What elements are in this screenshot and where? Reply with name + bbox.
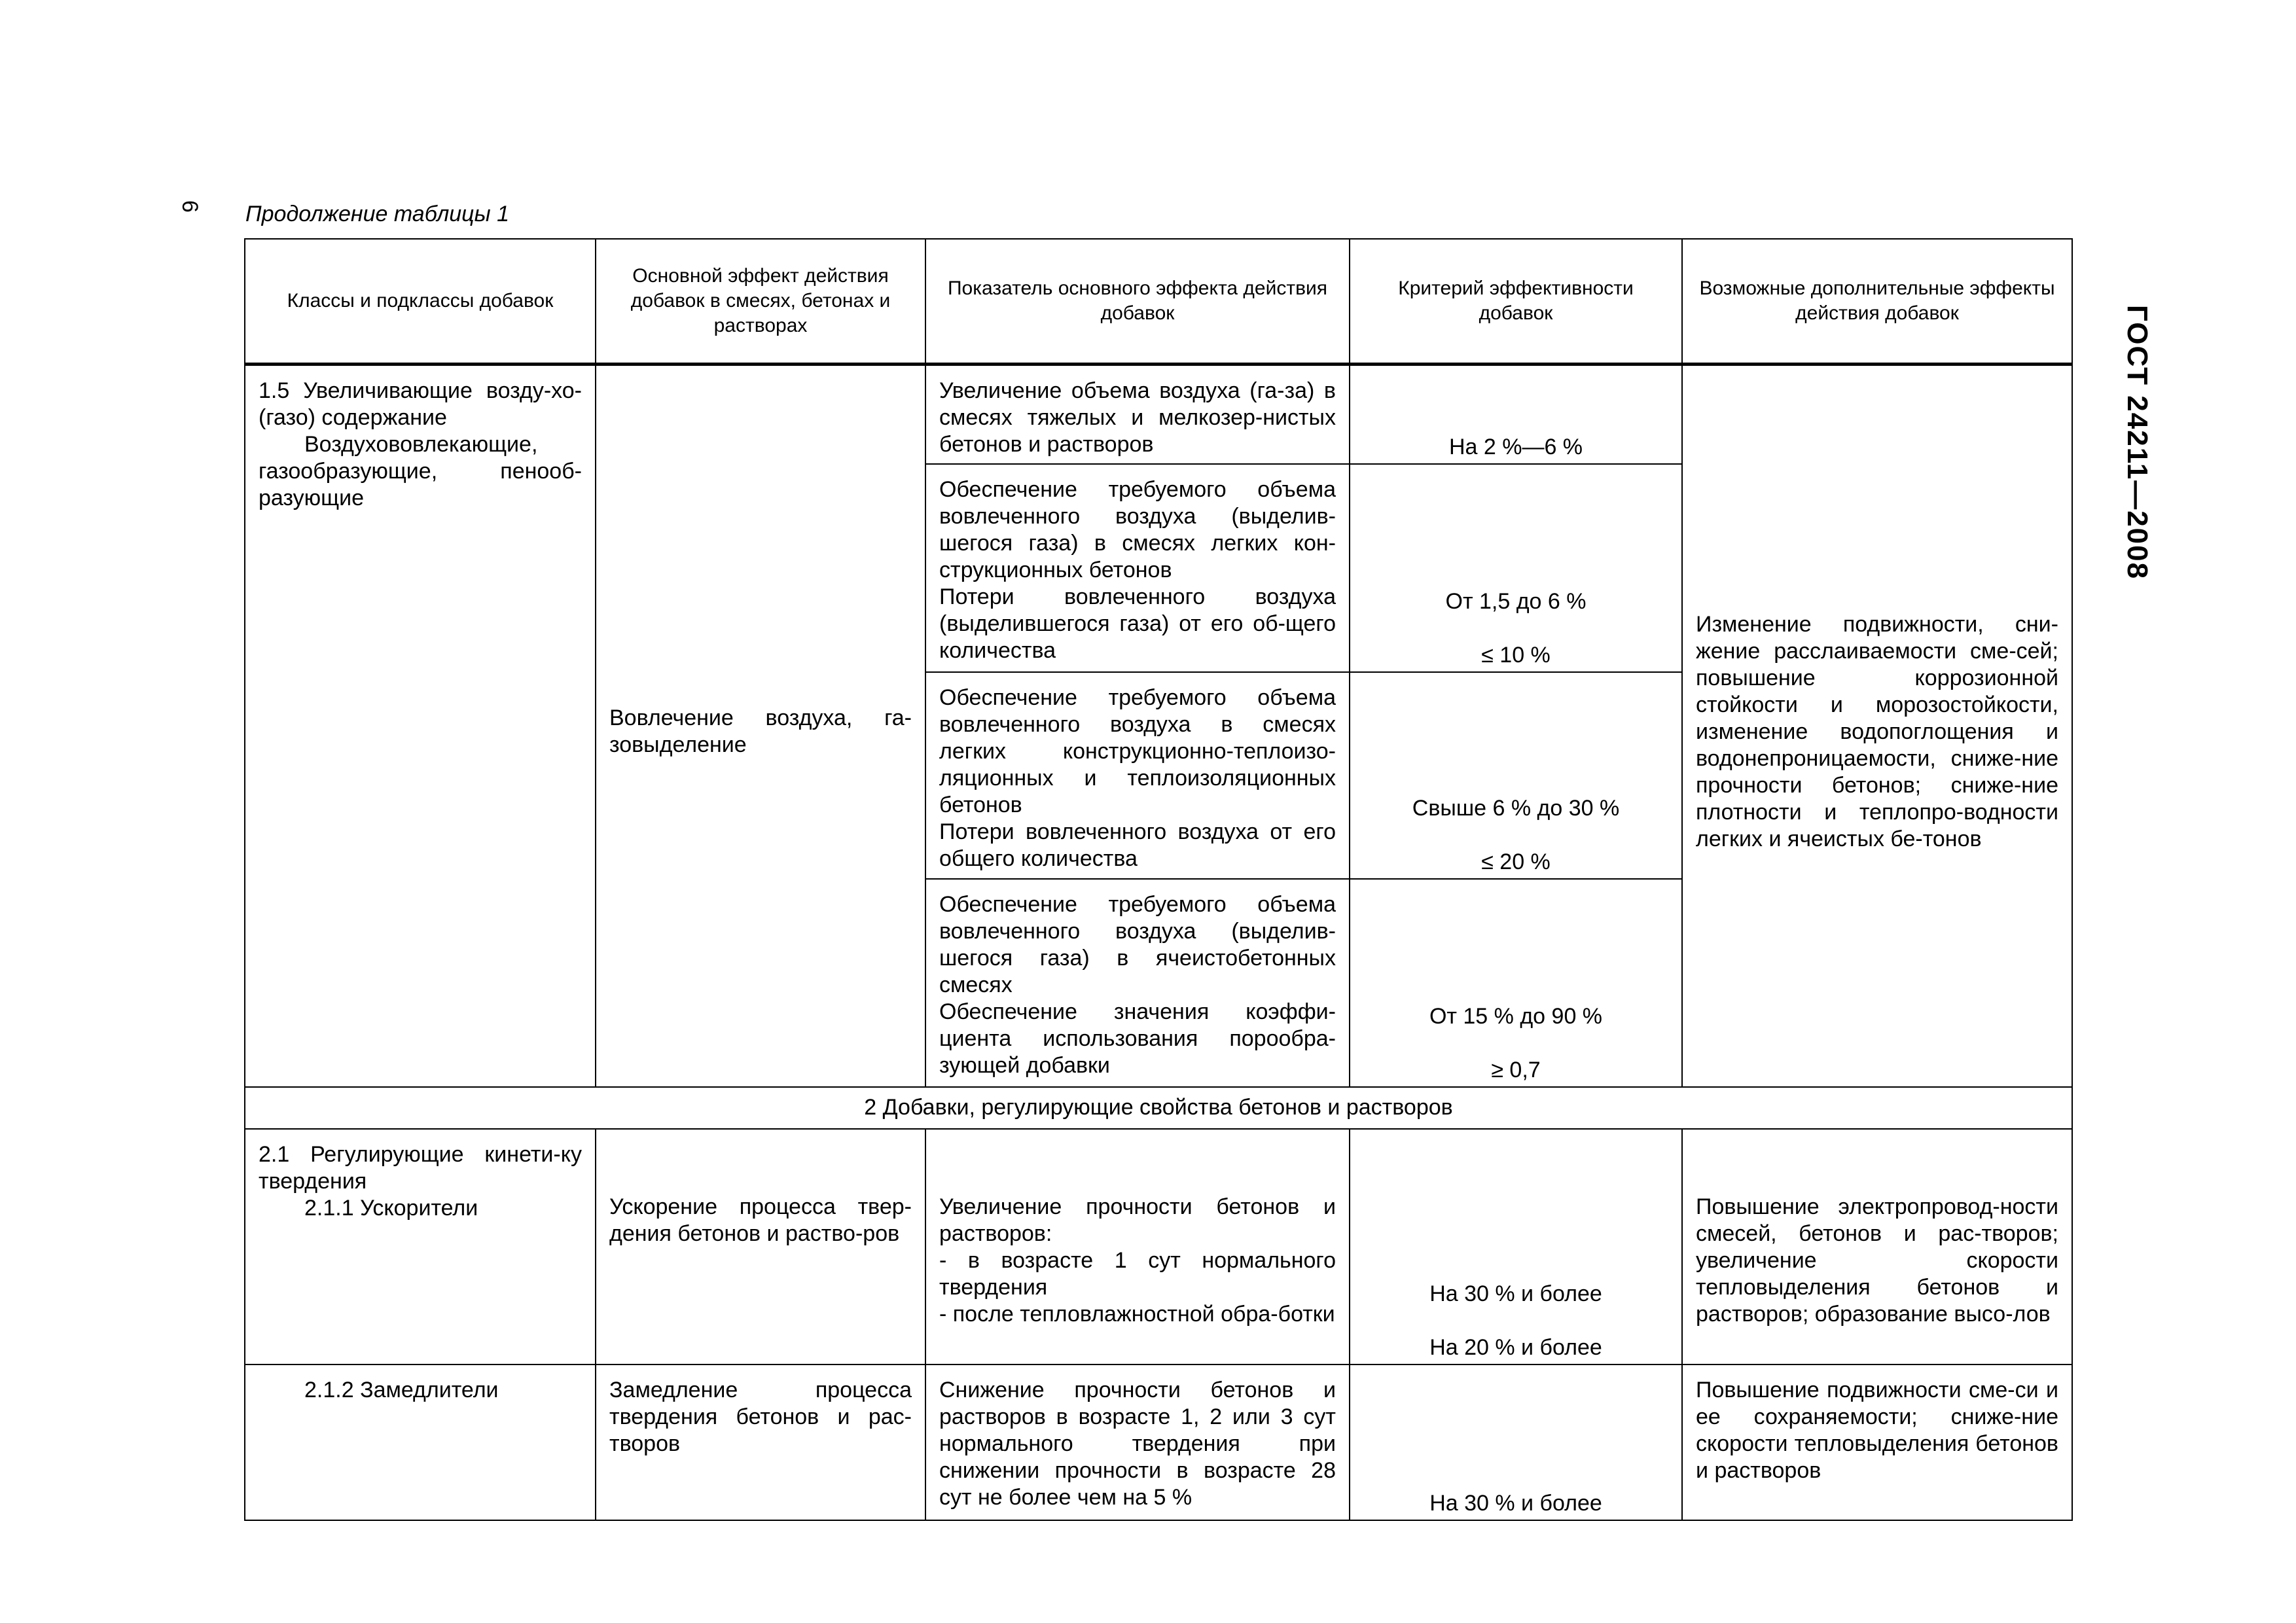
indicator-text-2: Обеспечение значения коэффи-циента использования порообра-зующей добавки	[939, 999, 1336, 1078]
class-cell-2-1	[245, 1129, 596, 1364]
additional-effects-cell: Повышение подвижности сме-си и ее сохраняемости; сниже-ние скорости тепловыделения бетонов и растворов	[1682, 1364, 2072, 1520]
subclass-retarders: 2.1.2 Замедлители	[304, 1377, 499, 1402]
criteria-value-2: ≥ 0,7	[1491, 1057, 1541, 1082]
indicator-line: Увеличение прочности бетонов и растворов:	[939, 1194, 1336, 1246]
page-number: 6	[177, 200, 202, 213]
criteria-cell	[1350, 464, 1682, 672]
class-cell-2-1-2	[245, 1364, 596, 1520]
criteria-value-2: ≤ 10 %	[1481, 642, 1551, 668]
table-row	[245, 365, 2072, 464]
additional-effects-cell-1-5: Изменение подвижности, сни-жение расслаиваемости сме-сей; повышение коррозионной стойкости и морозостойкости, изменение водопоглощения и водонепроницаемости, сниже-ние прочности бетонов; сниже-ние плотности и теплопро-водности легких и ячеистых бе-тонов	[1682, 365, 2072, 1087]
criteria-value: На 30 % и более	[1429, 1281, 1602, 1306]
header-criteria: Критерий эффективности добавок	[1350, 239, 1682, 365]
indicator-text: Обеспечение требуемого объема вовлеченного воздуха (выделив-шегося газа) в ячеистобетонных смесях	[939, 891, 1336, 997]
section-row	[245, 1087, 2072, 1129]
indicator-cell	[925, 1129, 1350, 1364]
additional-effects-cell: Повышение электропровод-ности смесей, бетонов и рас-творов; увеличение скорости тепловыделения бетонов и растворов; образование высо-лов	[1682, 1129, 2072, 1364]
criteria-value: От 15 % до 90 %	[1429, 1003, 1603, 1029]
indicator-line: - после тепловлажностной обра-ботки	[939, 1301, 1335, 1327]
subclass-accelerators: 2.1.1 Ускорители	[304, 1195, 478, 1221]
table-row	[245, 1364, 2072, 1520]
criteria-value: Свыше 6 % до 30 %	[1412, 795, 1620, 821]
header-additional: Возможные дополнительные эффекты действия добавок	[1682, 239, 2072, 365]
indicator-cell	[925, 464, 1350, 672]
criteria-cell	[1350, 672, 1682, 879]
class-subtypes: Воздухововлекающие, газообразующие, пенооб-разующие	[259, 432, 582, 510]
additives-table	[244, 238, 2073, 1521]
indicator-text: Обеспечение требуемого объема вовлеченного воздуха в смесях легких конструкционно-теплоизо-ляционных и теплоизоляционных бетонов	[939, 685, 1336, 817]
main-effect-cell: Ускорение процесса твер-дения бетонов и раство-ров	[596, 1129, 925, 1364]
main-effect-cell-1-5: Вовлечение воздуха, га-зовыделение	[596, 365, 925, 1087]
indicator-text: Обеспечение требуемого объема вовлеченного воздуха (выделив-шегося газа) в смесях легких кон-струкционных бетонов	[939, 476, 1336, 582]
indicator-cell: Снижение прочности бетонов и растворов в возрасте 1, 2 или 3 сут нормального твердения при снижении прочности в возрасте 28 сут не более чем на 5 %	[925, 1364, 1350, 1520]
indicator-cell	[925, 672, 1350, 879]
criteria-cell	[1350, 1129, 1682, 1364]
indicator-text-2: Потери вовлеченного воздуха (выделившегося газа) от его об-щего количества	[939, 584, 1336, 663]
criteria-cell	[1350, 879, 1682, 1087]
indicator-cell: Увеличение объема воздуха (га-за) в смесях тяжелых и мелкозер-нистых бетонов и растворов	[925, 365, 1350, 464]
indicator-text-2: Потери вовлеченного воздуха от его общего количества	[939, 819, 1336, 871]
section-title: 2 Добавки, регулирующие свойства бетонов и растворов	[245, 1087, 2072, 1129]
header-indicator: Показатель основного эффекта действия добавок	[925, 239, 1350, 365]
criteria-cell: На 30 % и более	[1350, 1364, 1682, 1520]
main-effect-cell: Замедление процесса твердения бетонов и рас-творов	[596, 1364, 925, 1520]
class-title: 2.1 Регулирующие кинети-ку твердения	[259, 1141, 582, 1194]
class-title: 1.5 Увеличивающие возду-хо- (газо) содержание	[259, 378, 582, 430]
standard-code-text: ГОСТ 24211—2008	[2121, 304, 2153, 580]
header-row	[245, 239, 2072, 365]
table-row	[245, 1129, 2072, 1364]
header-main-effect: Основной эффект действия добавок в смесях, бетонах и растворах	[596, 239, 925, 365]
header-class: Классы и подклассы добавок	[245, 239, 596, 365]
criteria-value: От 1,5 до 6 %	[1445, 588, 1587, 614]
class-cell-1-5	[245, 365, 596, 1087]
criteria-value-2: На 20 % и более	[1429, 1334, 1602, 1360]
criteria-cell: На 2 %—6 %	[1350, 365, 1682, 464]
table-caption: Продолжение таблицы 1	[245, 202, 509, 226]
indicator-cell	[925, 879, 1350, 1087]
criteria-value-2: ≤ 20 %	[1481, 849, 1551, 874]
indicator-line: - в возрасте 1 сут нормального твердения	[939, 1247, 1336, 1300]
